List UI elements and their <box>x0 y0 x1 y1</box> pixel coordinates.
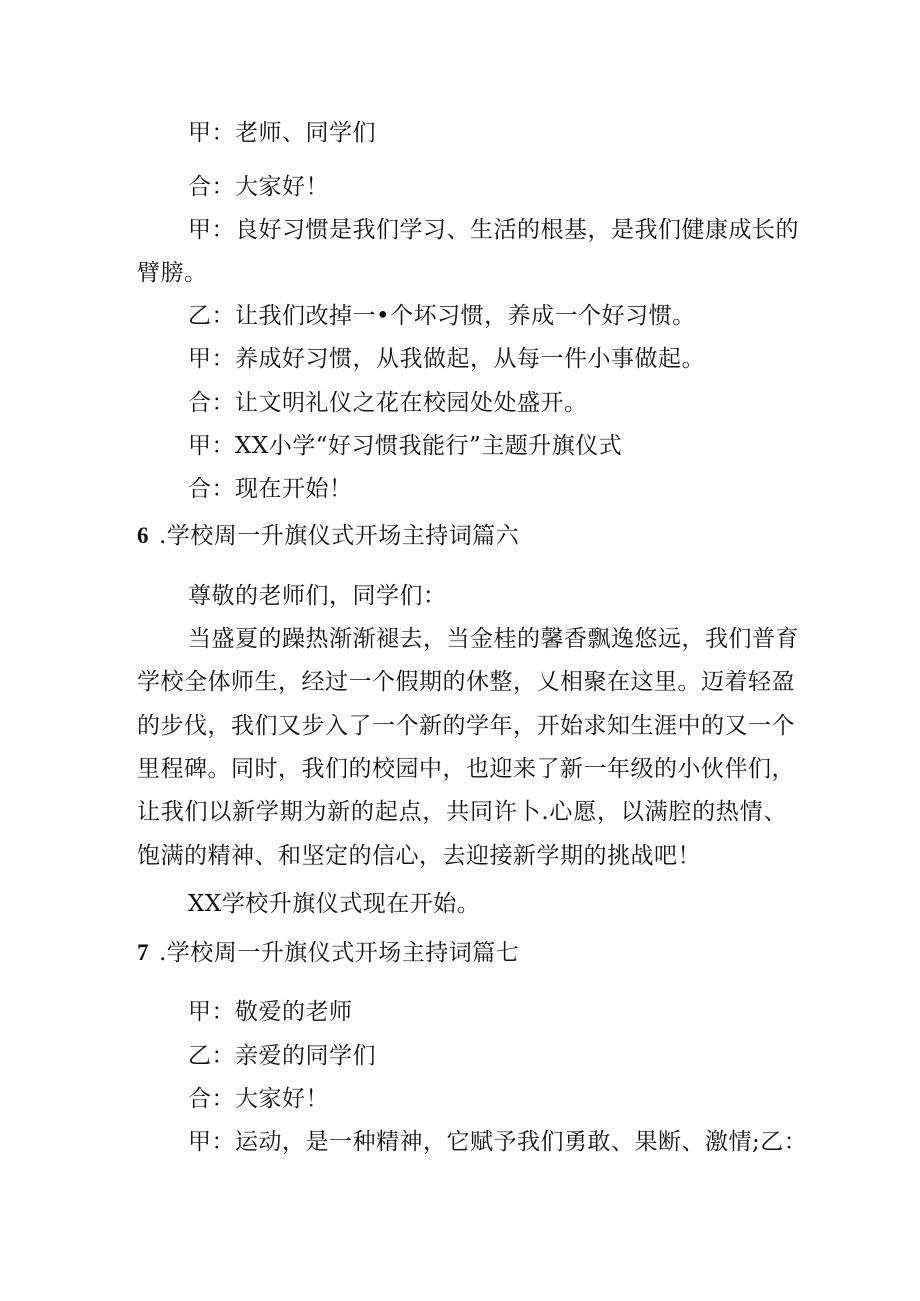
dialogue-line: 合：现在开始！ <box>188 476 353 502</box>
section-heading <box>137 521 519 551</box>
paragraph-line: 学校全体师生，经过一个假期的休整，乂相聚在这里。迈着轻盈 <box>137 669 795 695</box>
section-heading <box>137 938 519 968</box>
dialogue-line: 甲：老师、同学们 <box>188 120 376 146</box>
dialogue-line: 臂膀。 <box>137 260 208 286</box>
dialogue-line: 合：让文明礼仪之花在校园处处盛开。 <box>188 390 588 416</box>
section-number: 7 <box>137 940 149 965</box>
dialogue-line: 甲：良好习惯是我们学习、生活的根基，是我们健康成长的 <box>188 217 799 243</box>
dialogue-line: 甲：敬爱的老师 <box>188 999 353 1025</box>
paragraph-line: XX学校升旗仪式现在开始。 <box>188 891 481 917</box>
dialogue-line: 合：大家好！ <box>188 174 329 200</box>
paragraph-line: 饱满的精神、和坚定的信心，去迎接新学期的挑战吧！ <box>137 843 701 869</box>
paragraph-line: 让我们以新学期为新的起点，共同许卜.心愿，以满腔的热情、 <box>137 799 787 825</box>
paragraph-line: 当盛夏的躁热渐渐褪去，当金桂的馨香飘逸悠远，我们普育 <box>188 626 799 652</box>
paragraph-line: 里程碑。同时，我们的校园中，也迎来了新一年级的小伙伴们， <box>137 756 795 782</box>
section-title: .学校周一升旗仪式开场主持词篇七 <box>159 940 520 966</box>
section-title: .学校周一升旗仪式开场主持词篇六 <box>159 523 520 549</box>
dialogue-line: 甲：运动，是一种精神，它赋予我们勇敢、果断、激情;乙： <box>188 1129 808 1155</box>
dialogue-line: 甲：养成好习惯，从我做起，从每一件小事做起。 <box>188 346 705 372</box>
greeting-line: 尊敬的老师们，同学们： <box>188 583 447 609</box>
section-number: 6 <box>137 523 149 548</box>
paragraph-line: 的步伐，我们又步入了一个新的学年，开始求知生涯中的又一个 <box>137 713 795 739</box>
dialogue-line: 甲：XX小学“好习惯我能行”主题升旗仪式 <box>188 433 623 459</box>
dialogue-line: 乙：亲爱的同学们 <box>188 1043 376 1069</box>
dialogue-line: 乙：让我们改掉一•个坏习惯，养成一个好习惯。 <box>188 303 696 329</box>
dialogue-line: 合：大家好！ <box>188 1086 329 1112</box>
